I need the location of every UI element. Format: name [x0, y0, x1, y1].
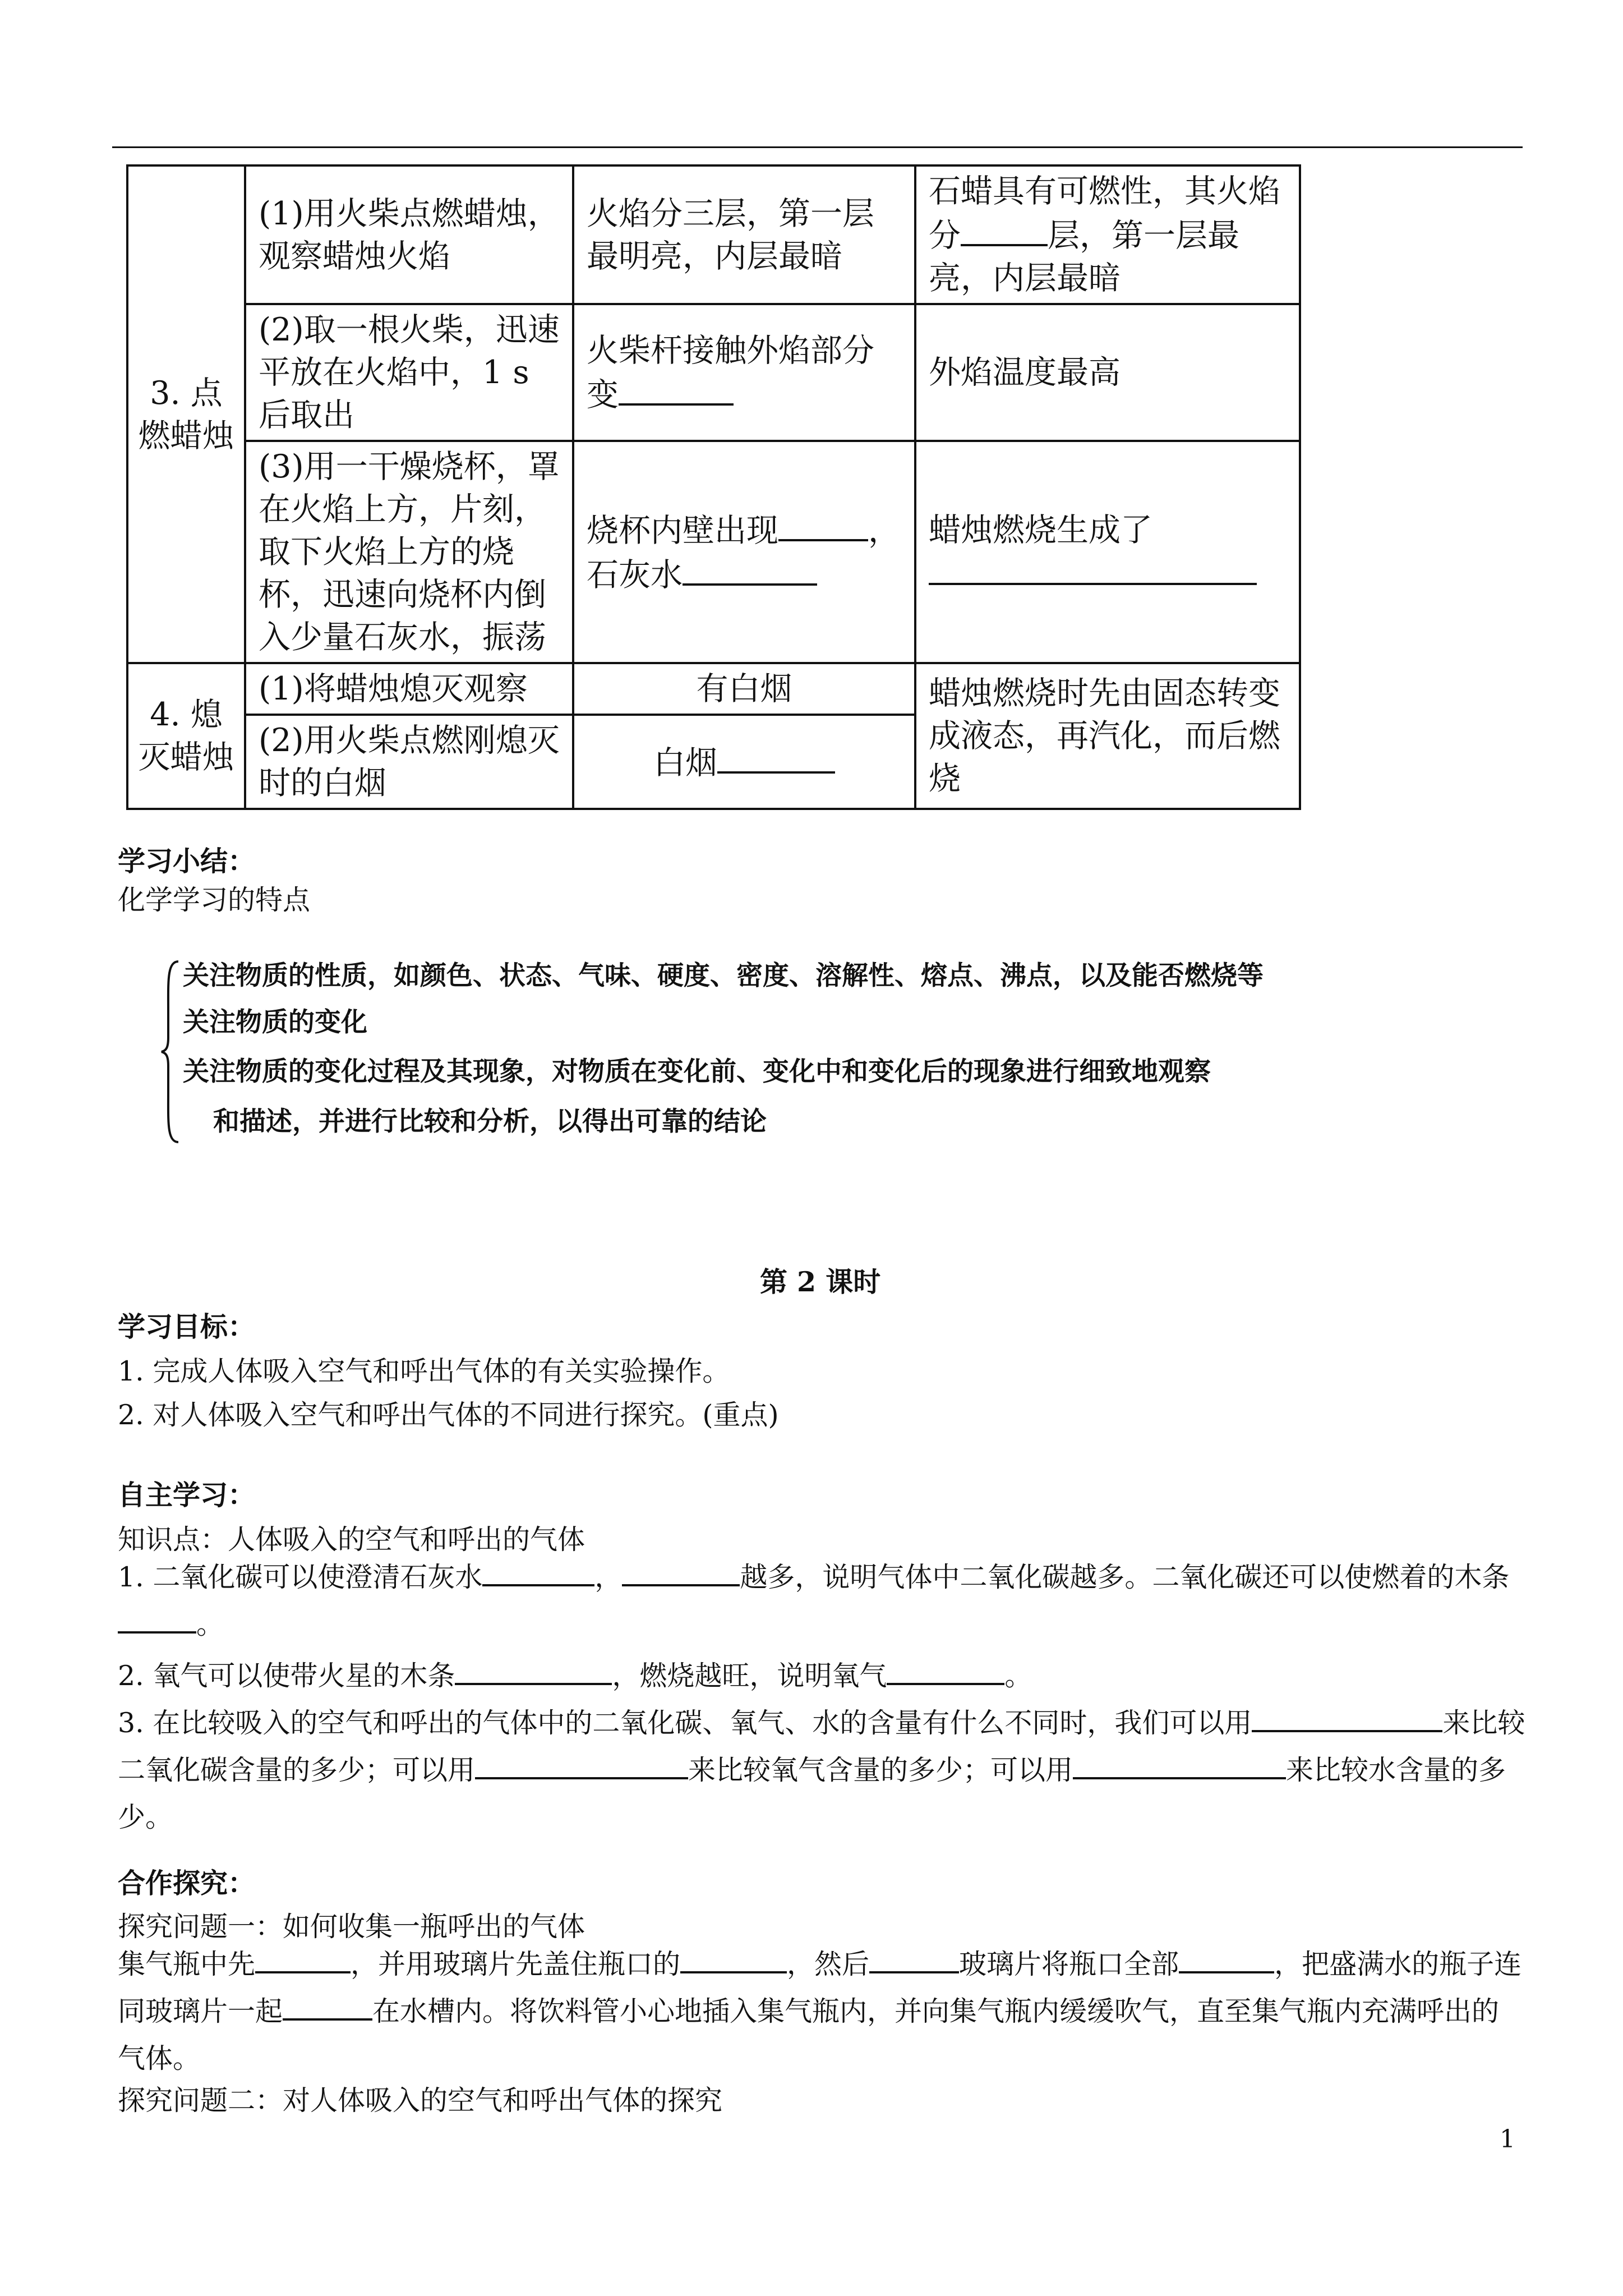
summary-item: 关注物质的变化过程及其现象，对物质在变化前、变化中和变化后的现象进行细致地观察: [183, 1056, 1211, 1087]
answer-blank[interactable]: [255, 1943, 351, 1973]
answer-blank[interactable]: [1252, 1702, 1442, 1732]
experiment-table: [126, 164, 1301, 810]
lesson-title: 第 2 课时: [760, 1266, 881, 1298]
table-row: [127, 663, 1300, 715]
question-3: 3. 在比较吸入的空气和呼出的气体中的二氧化碳、氧气、水的含量有什么不同时，我们可以用 来比较二氧化碳含量的多少；可以用 来比较氧气含量的多少；可以用 来比较水含量的多少。: [118, 1700, 1525, 1841]
stage-cell-extinguish-candle: 4. 熄灭蜡烛: [127, 663, 245, 809]
conclusion-cell: 蜡烛燃烧生成了: [915, 441, 1300, 663]
answer-blank[interactable]: [680, 1943, 787, 1973]
phenomenon-cell: 火焰分三层，第一层最明亮，内层最暗: [573, 165, 915, 304]
table-row: [127, 441, 1300, 663]
goals-heading: 学习目标：: [118, 1310, 256, 1343]
table-row: [127, 165, 1300, 304]
answer-blank[interactable]: [717, 740, 835, 774]
conclusion-cell: 外焰温度最高: [915, 304, 1300, 441]
answer-blank[interactable]: [887, 1655, 1004, 1685]
phenomenon-cell: 有白烟: [573, 663, 915, 715]
answer-blank[interactable]: [619, 372, 734, 406]
step-cell: (1)将蜡烛熄灭观察: [245, 663, 573, 715]
page-number: 1: [1500, 2125, 1515, 2154]
answer-blank[interactable]: [482, 1556, 594, 1586]
self-study-heading: 自主学习：: [118, 1479, 256, 1511]
answer-blank[interactable]: [869, 1943, 959, 1973]
question-1: 1. 二氧化碳可以使澄清石灰水 ， 越多，说明气体中二氧化碳越多。二氧化碳还可以使燃着的木条。: [118, 1554, 1525, 1648]
step-cell: (1)用火柴点燃蜡烛，观察蜡烛火焰: [245, 165, 573, 304]
summary-item: 关注物质的变化: [183, 1007, 367, 1038]
answer-blank[interactable]: [929, 551, 1257, 585]
conclusion-cell: 石蜡具有可燃性，其火焰分 层，第一层最亮，内层最暗: [915, 165, 1300, 304]
knowledge-point: 知识点：人体吸入的空气和呼出的气体: [118, 1524, 585, 1556]
answer-blank[interactable]: [283, 1990, 372, 2021]
answer-blank[interactable]: [475, 1749, 688, 1779]
inquiry-question-2: 探究问题二：对人体吸入的空气和呼出气体的探究: [118, 2085, 723, 2116]
summary-item: 和描述，并进行比较和分析，以得出可靠的结论: [213, 1106, 767, 1137]
phenomenon-cell: 烧杯内壁出现 ，石灰水: [573, 441, 915, 663]
answer-blank[interactable]: [118, 1603, 196, 1634]
phenomenon-cell: 火柴杆接触外焰部分变: [573, 304, 915, 441]
answer-blank[interactable]: [1179, 1943, 1274, 1973]
answer-blank[interactable]: [961, 213, 1048, 246]
answer-blank[interactable]: [455, 1655, 612, 1685]
answer-blank[interactable]: [622, 1556, 740, 1586]
step-cell: (3)用一干燥烧杯，罩在火焰上方，片刻，取下火焰上方的烧杯，迅速向烧杯内倒入少量石灰水，振荡: [245, 441, 573, 663]
summary-item: 关注物质的性质，如颜色、状态、气味、硬度、密度、溶解性、熔点、沸点，以及能否燃烧等: [183, 960, 1264, 991]
cooperative-inquiry-heading: 合作探究：: [118, 1867, 256, 1899]
goal-item: 1. 完成人体吸入空气和呼出气体的有关实验操作。: [118, 1355, 730, 1387]
summary-heading: 学习小结：: [118, 845, 256, 877]
inquiry-question-1: 探究问题一：如何收集一瓶呼出的气体: [118, 1911, 585, 1943]
header-rule: [112, 146, 1523, 148]
answer-blank[interactable]: [1073, 1749, 1286, 1779]
step-cell: (2)取一根火柴，迅速平放在火焰中，1 s后取出: [245, 304, 573, 441]
table-row: [127, 304, 1300, 441]
step-cell: (2)用火柴点燃刚熄灭时的白烟: [245, 715, 573, 809]
stage-cell-light-candle: 3. 点燃蜡烛: [127, 165, 245, 663]
curly-brace-icon: [159, 959, 182, 1144]
conclusion-cell: 蜡烛燃烧时先由固态转变成液态，再汽化，而后燃烧: [915, 663, 1300, 809]
answer-blank[interactable]: [683, 552, 817, 586]
summary-subheading: 化学学习的特点: [118, 884, 311, 916]
answer-blank[interactable]: [778, 508, 868, 541]
collect-gas-paragraph: 集气瓶中先 ，并用玻璃片先盖住瓶口的 ，然后 玻璃片将瓶口全部 ，把盛满水的瓶子连同玻璃片一起 在水槽内。将饮料管小心地插入集气瓶内，并向集气瓶内缓缓吹气，直至集气瓶内充满呼出的气体。: [118, 1941, 1525, 2082]
question-2: 2. 氧气可以使带火星的木条 ，燃烧越旺，说明氧气 。: [118, 1653, 1525, 1700]
goal-item: 2. 对人体吸入空气和呼出气体的不同进行探究。(重点): [118, 1399, 779, 1431]
phenomenon-cell: 白烟: [573, 715, 915, 809]
